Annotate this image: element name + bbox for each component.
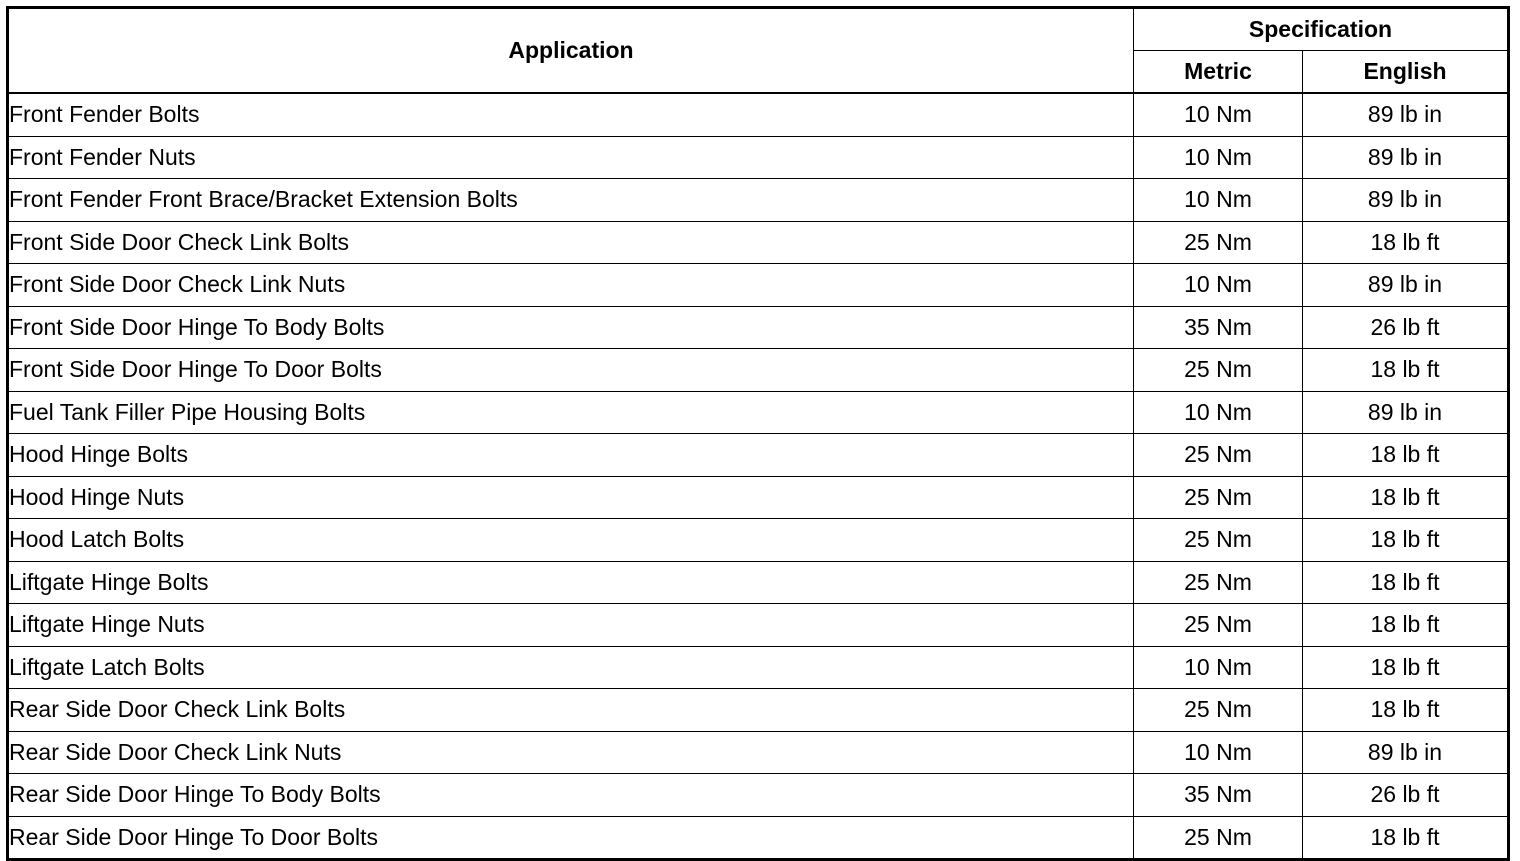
english-header: English <box>1303 51 1509 94</box>
english-cell: 26 lb ft <box>1303 774 1509 817</box>
english-cell: 89 lb in <box>1303 731 1509 774</box>
fastener-spec-table <box>6 6 1510 861</box>
application-cell: Front Side Door Hinge To Door Bolts <box>8 349 1134 392</box>
specification-header: Specification <box>1134 8 1509 51</box>
metric-cell: 25 Nm <box>1134 604 1303 647</box>
table-row <box>8 306 1509 349</box>
metric-cell: 25 Nm <box>1134 434 1303 477</box>
table-row <box>8 221 1509 264</box>
english-cell: 18 lb ft <box>1303 604 1509 647</box>
metric-cell: 35 Nm <box>1134 306 1303 349</box>
application-cell: Front Side Door Hinge To Body Bolts <box>8 306 1134 349</box>
table-row <box>8 476 1509 519</box>
english-cell: 18 lb ft <box>1303 434 1509 477</box>
english-cell: 18 lb ft <box>1303 816 1509 860</box>
table-header <box>8 8 1509 94</box>
application-cell: Front Fender Nuts <box>8 136 1134 179</box>
table-row <box>8 519 1509 562</box>
metric-cell: 10 Nm <box>1134 264 1303 307</box>
english-cell: 18 lb ft <box>1303 646 1509 689</box>
table-row <box>8 816 1509 860</box>
english-cell: 18 lb ft <box>1303 221 1509 264</box>
metric-cell: 25 Nm <box>1134 476 1303 519</box>
metric-cell: 10 Nm <box>1134 391 1303 434</box>
table-row <box>8 136 1509 179</box>
english-cell: 18 lb ft <box>1303 689 1509 732</box>
metric-cell: 25 Nm <box>1134 689 1303 732</box>
application-cell: Hood Hinge Bolts <box>8 434 1134 477</box>
table-row <box>8 604 1509 647</box>
english-cell: 89 lb in <box>1303 179 1509 222</box>
metric-cell: 10 Nm <box>1134 93 1303 136</box>
english-cell: 89 lb in <box>1303 391 1509 434</box>
english-cell: 18 lb ft <box>1303 519 1509 562</box>
application-cell: Front Side Door Check Link Bolts <box>8 221 1134 264</box>
application-cell: Hood Latch Bolts <box>8 519 1134 562</box>
application-cell: Liftgate Hinge Bolts <box>8 561 1134 604</box>
application-cell: Rear Side Door Check Link Nuts <box>8 731 1134 774</box>
application-header: Application <box>8 8 1134 94</box>
metric-cell: 25 Nm <box>1134 816 1303 860</box>
english-cell: 18 lb ft <box>1303 561 1509 604</box>
application-cell: Front Side Door Check Link Nuts <box>8 264 1134 307</box>
application-cell: Front Fender Bolts <box>8 93 1134 136</box>
english-cell: 89 lb in <box>1303 264 1509 307</box>
metric-cell: 35 Nm <box>1134 774 1303 817</box>
table-row <box>8 689 1509 732</box>
metric-cell: 25 Nm <box>1134 561 1303 604</box>
metric-cell: 10 Nm <box>1134 136 1303 179</box>
table-row <box>8 731 1509 774</box>
table-row <box>8 561 1509 604</box>
english-cell: 89 lb in <box>1303 136 1509 179</box>
metric-cell: 25 Nm <box>1134 519 1303 562</box>
application-cell: Liftgate Hinge Nuts <box>8 604 1134 647</box>
metric-cell: 10 Nm <box>1134 179 1303 222</box>
table-row <box>8 434 1509 477</box>
metric-cell: 25 Nm <box>1134 349 1303 392</box>
metric-cell: 10 Nm <box>1134 646 1303 689</box>
application-cell: Hood Hinge Nuts <box>8 476 1134 519</box>
metric-cell: 25 Nm <box>1134 221 1303 264</box>
metric-cell: 10 Nm <box>1134 731 1303 774</box>
table-row <box>8 264 1509 307</box>
english-cell: 26 lb ft <box>1303 306 1509 349</box>
table-row <box>8 179 1509 222</box>
table-row <box>8 391 1509 434</box>
application-cell: Fuel Tank Filler Pipe Housing Bolts <box>8 391 1134 434</box>
table-body <box>8 93 1509 860</box>
application-cell: Rear Side Door Hinge To Door Bolts <box>8 816 1134 860</box>
english-cell: 89 lb in <box>1303 93 1509 136</box>
english-cell: 18 lb ft <box>1303 349 1509 392</box>
application-cell: Rear Side Door Check Link Bolts <box>8 689 1134 732</box>
table-row <box>8 93 1509 136</box>
application-cell: Front Fender Front Brace/Bracket Extension Bolts <box>8 179 1134 222</box>
metric-header: Metric <box>1134 51 1303 94</box>
header-row-1 <box>8 8 1509 51</box>
table-row <box>8 774 1509 817</box>
table-row <box>8 646 1509 689</box>
application-cell: Liftgate Latch Bolts <box>8 646 1134 689</box>
table-row <box>8 349 1509 392</box>
english-cell: 18 lb ft <box>1303 476 1509 519</box>
application-cell: Rear Side Door Hinge To Body Bolts <box>8 774 1134 817</box>
